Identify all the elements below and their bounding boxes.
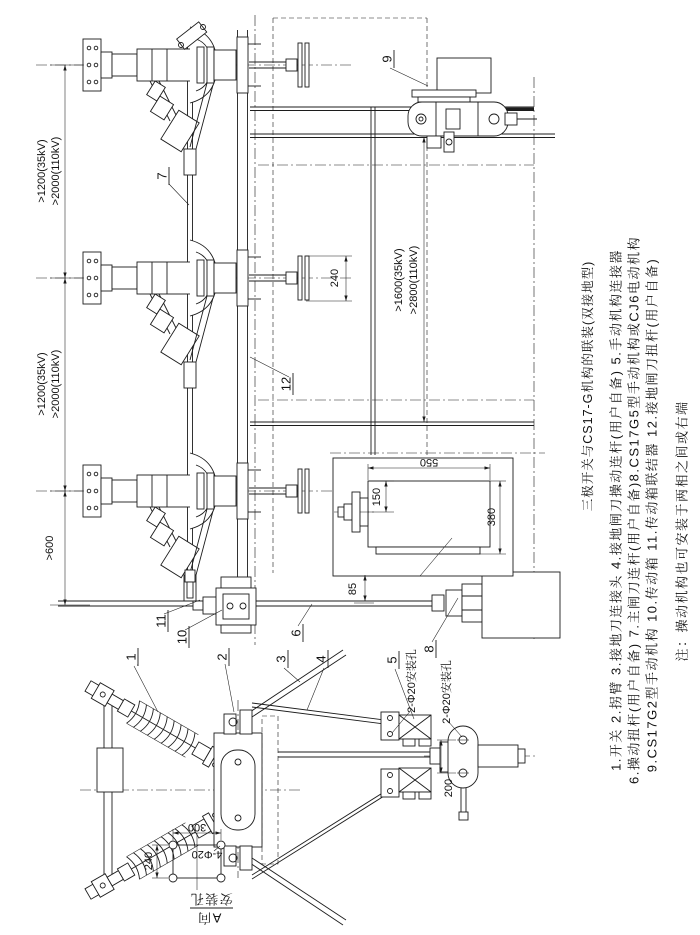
part-label-4: 4: [313, 655, 329, 663]
part-label-9: 9: [379, 55, 395, 63]
dim-link-span-35: >1600(35kV): [393, 248, 405, 312]
label-mount-holes: 4-Φ20: [191, 848, 223, 860]
mechanism-8-side: [432, 572, 560, 638]
dim-phase-gap-35-top: >1200(35kV): [36, 139, 48, 203]
dim-phase-gap-110-top: >2000(110kV): [50, 136, 62, 206]
caption-view-a: A向: [196, 910, 222, 926]
part-label-6: 6: [288, 629, 304, 637]
ground-blade-mechanism-upper: [381, 712, 431, 746]
dim-detail-550: 550: [419, 456, 439, 468]
ground-blade-mechanism-lower: [381, 768, 431, 799]
pole-assembly-top: [36, 27, 352, 175]
dim-base-height: >600: [44, 535, 56, 561]
dim-detail-380: 380: [486, 507, 498, 527]
part-label-2: 2: [214, 653, 230, 661]
part-label-7: 7: [154, 172, 170, 180]
drawing-title: 三极开关与CS17-G机构的联装(双接地型): [581, 260, 595, 512]
dim-detail-150: 150: [371, 487, 383, 507]
dim-shaft-85: 85: [347, 582, 359, 596]
part-label-11: 11: [153, 614, 169, 628]
part-label-8: 8: [421, 645, 437, 653]
dim-link-span-110: >2800(110kV): [408, 245, 420, 315]
legend-line-1: 1.开关 2.拐臂 3.接地刀连接头 4.接地闸刀操动连杆(用户自备) 5.手动机构连接器: [608, 249, 624, 771]
legend-line-3: 9.CS17G2型手动机构 10.传动箱 11.传动箱联结器 12.接地闸刀扭杆(用户自备): [644, 257, 660, 773]
dim-phase-gap-110-mid: >2000(110kV): [50, 349, 62, 419]
legend-line-2: 6.操动扭杆(用户自备) 7.主闸刀连杆(用户自备)8.CS17G5型手动机构或CJ6电动机构: [626, 236, 642, 784]
part-label-5: 5: [384, 656, 400, 664]
pole-assembly-middle: [36, 240, 352, 388]
part-label-1: 1: [123, 653, 139, 661]
part-label-10: 10: [174, 629, 190, 645]
dim-pole-end-240: 240: [329, 268, 341, 288]
caption-mount: 安装孔: [189, 891, 233, 907]
part-label-3: 3: [273, 655, 289, 663]
label-mech-mount-holes-1: 2-Φ20安装孔: [406, 649, 418, 713]
dim-mech-200: 200: [443, 778, 455, 798]
drawing-note: 注：操动机构也可安装于两相之间或右端: [674, 400, 690, 662]
part-label-12: 12: [278, 376, 294, 392]
dim-phase-gap-35-mid: >1200(35kV): [36, 352, 48, 416]
dim-mount-300: 300: [187, 821, 207, 833]
label-mech-mount-holes-2: 2-Φ20安装孔: [441, 660, 453, 724]
ground-link-rod: [371, 107, 375, 455]
dim-mount-240: 240: [143, 851, 155, 871]
